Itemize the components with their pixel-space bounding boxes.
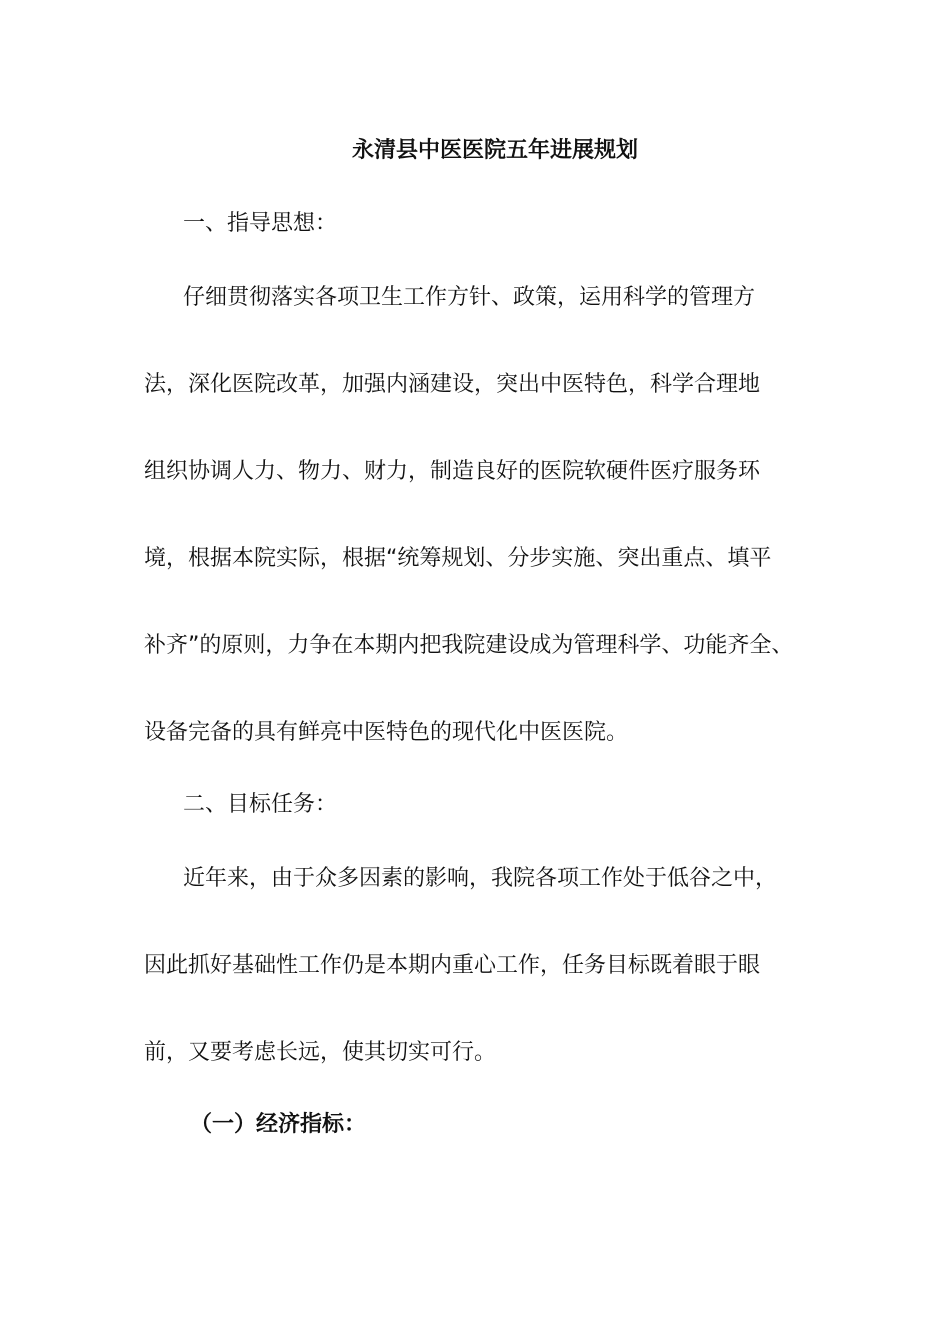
paragraph-line: 近年来，由于众多因素的影响，我院各项工作处于低谷之中， <box>183 866 778 891</box>
paragraph-line: 前，又要考虑长远，使其切实可行。 <box>144 1040 497 1065</box>
section-heading-goals-tasks: 二、目标任务： <box>183 792 338 817</box>
paragraph-line: 因此抓好基础性工作仍是本期内重心工作，任务目标既着眼于眼 <box>144 953 761 978</box>
paragraph-line: 境，根据本院实际，根据“统筹规划、分步实施、突出重点、填平 <box>144 546 772 571</box>
section-heading-guiding-ideology: 一、指导思想： <box>183 211 338 236</box>
document-title: 永清县中医医院五年进展规划 <box>351 138 638 163</box>
paragraph-line: 补齐”的原则，力争在本期内把我院建设成为管理科学、功能齐全、 <box>144 633 794 658</box>
paragraph-line: 组织协调人力、物力、财力，制造良好的医院软硬件医疗服务环 <box>144 459 761 484</box>
subheading-economic-indicators: （一）经济指标： <box>190 1112 367 1137</box>
paragraph-line: 设备完备的具有鲜亮中医特色的现代化中医医院。 <box>144 720 629 745</box>
paragraph-line: 仔细贯彻落实各项卫生工作方针、政策，运用科学的管理方 <box>183 285 756 310</box>
paragraph-line: 法，深化医院改革，加强内涵建设，突出中医特色，科学合理地 <box>144 372 761 397</box>
